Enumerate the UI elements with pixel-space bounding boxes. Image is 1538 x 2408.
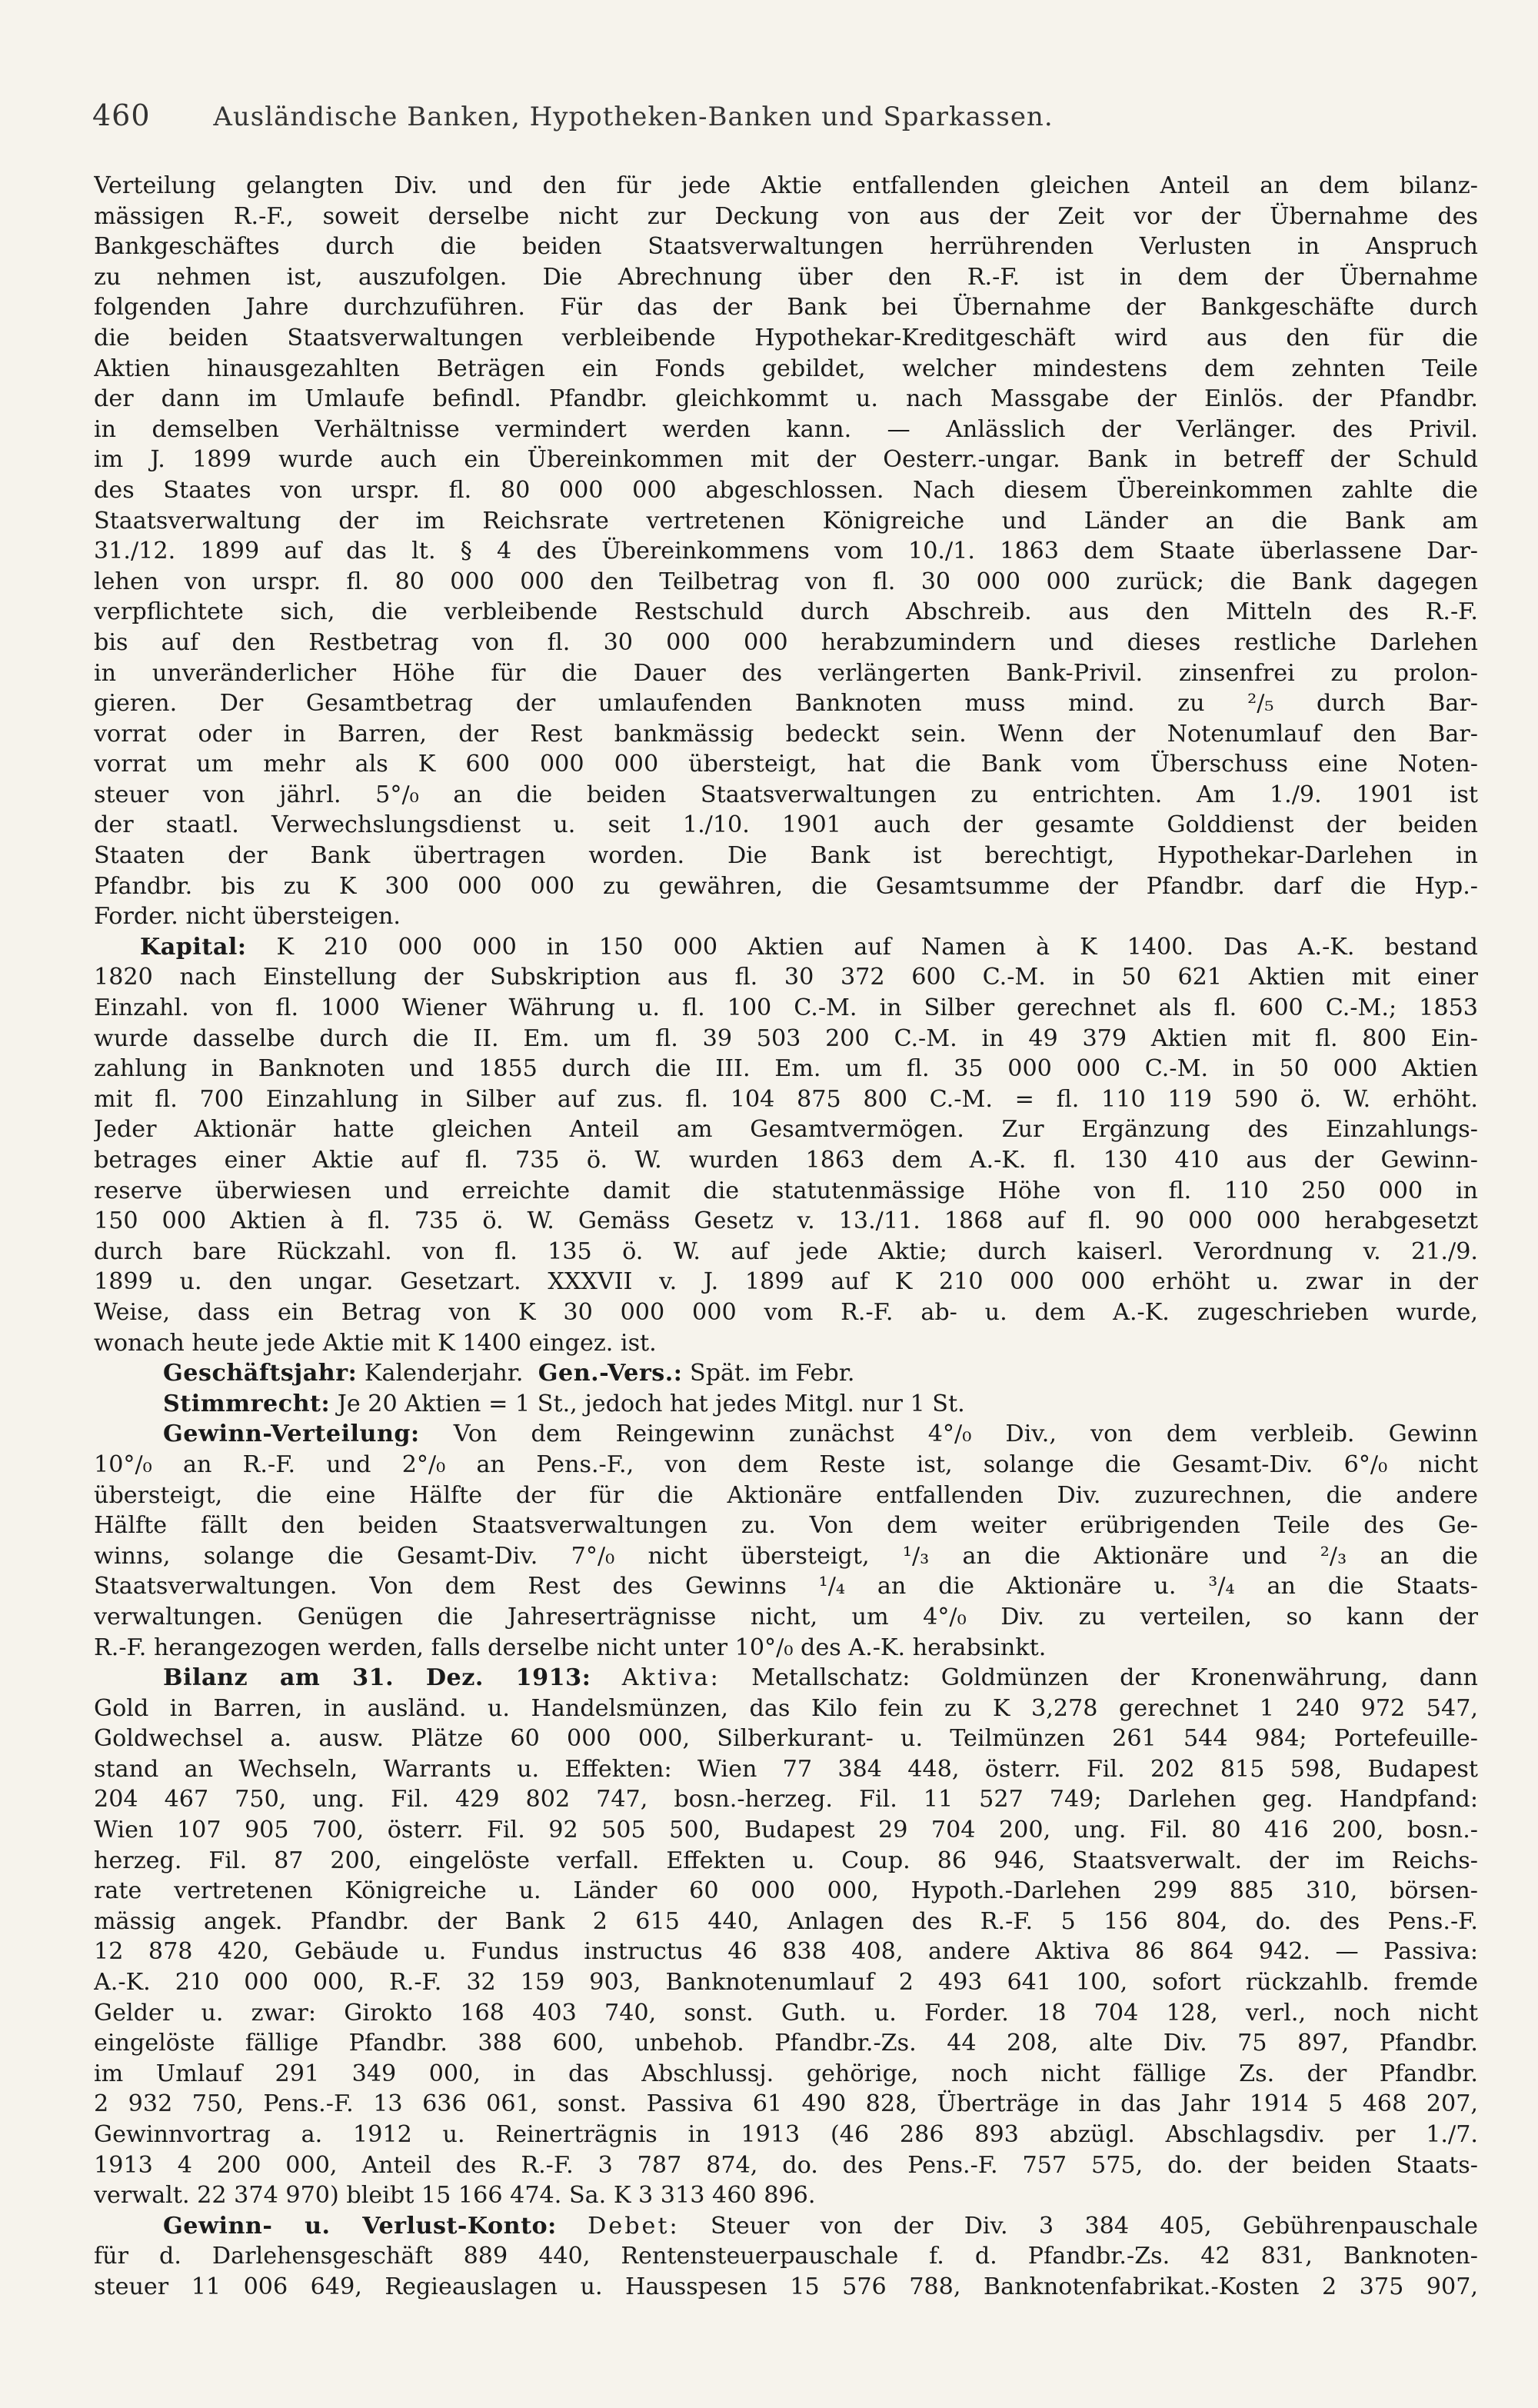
geschaeftsjahr-value: Kalenderjahr. [364, 1360, 524, 1387]
section-kapital [94, 932, 1478, 1358]
text-line: Aktien hinausgezahlten Beträgen ein Fonds gebildet, welcher mindestens dem zehnten Teile [94, 355, 1478, 382]
aktiva-label: Aktiva: [621, 1664, 721, 1692]
text-line: 204 467 750, ung. Fil. 429 802 747, bosn.-herzeg. Fil. 11 527 749; Darlehen geg. Handpfand: [94, 1786, 1478, 1813]
text-line: wurde dasselbe durch die II. Em. um fl. 39 503 200 C.-M. in 49 379 Aktien mit fl. 800 Ein- [94, 1024, 1478, 1052]
text-line: Verteilung gelangten Div. und den für jede Aktie entfallenden gleichen Anteil an dem bilanz- [94, 172, 1478, 199]
text-line: durch bare Rückzahl. von fl. 135 ö. W. auf jede Aktie; durch kaiserl. Verordnung v. 21./9. [94, 1237, 1478, 1265]
text-line: herzeg. Fil. 87 200, eingelöste verfall. Effekten u. Coup. 86 946, Staatsverwalt. der im Reichs- [94, 1847, 1478, 1874]
section-bilanz [94, 1663, 1478, 2211]
text-line: bis auf den Restbetrag von fl. 30 000 000 herabzumindern und dieses restliche Darlehen [94, 628, 1478, 656]
section-label-geschaeftsjahr: Geschäftsjahr: [163, 1360, 358, 1387]
section-gewinn-verteilung [94, 1419, 1478, 1663]
text-line: zu nehmen ist, auszufolgen. Die Abrechnung über den R.-F. ist in dem der Übernahme [94, 263, 1478, 291]
text-line: der dann im Umlaufe befindl. Pfandbr. gleichkommt u. nach Massgabe der Einlös. der Pfandbr. [94, 385, 1478, 413]
text-line: winns, solange die Gesamt-Div. 7°/₀ nicht übersteigt, ¹/₃ an die Aktionäre und ²/₃ an die [94, 1542, 1478, 1570]
text-line: vorrat um mehr als K 600 000 000 übersteigt, hat die Bank vom Überschuss eine Noten- [94, 751, 1478, 778]
section-label-gewinn-verteilung: Gewinn-Verteilung: [163, 1420, 420, 1448]
text-line: mässig angek. Pfandbr. der Bank 2 615 440, Anlagen des R.-F. 5 156 804, do. des Pens.-F. [94, 1907, 1478, 1935]
text-line: im J. 1899 wurde auch ein Übereinkommen mit der Oesterr.-ungar. Bank in betreff der Schuld [94, 446, 1478, 474]
text-line: Jeder Aktionär hatte gleichen Anteil am Gesamtvermögen. Zur Ergänzung des Einzahlungs- [94, 1116, 1478, 1144]
text-line: rate vertretenen Königreiche u. Länder 60 000 000, Hypoth.-Darlehen 299 885 310, börsen- [94, 1877, 1478, 1905]
text-line: übersteigt, die eine Hälfte der für die Aktionäre entfallenden Div. zuzurechnen, die andere [94, 1481, 1478, 1509]
text-line: R.-F. herangezogen werden, falls derselbe nicht unter 10°/₀ des A.-K. herabsinkt. [94, 1634, 1047, 1661]
debet-label: Debet: [588, 2212, 680, 2240]
text-line: 10°/₀ an R.-F. und 2°/₀ an Pens.-F., von dem Reste ist, solange die Gesamt-Div. 6°/₀ nicht [94, 1450, 1478, 1478]
section-label-stimmrecht: Stimmrecht: [163, 1390, 331, 1417]
text-line: Wien 107 905 700, österr. Fil. 92 505 500, Budapest 29 704 200, ung. Fil. 80 416 200, bosn.- [94, 1817, 1478, 1844]
text-line: steuer 11 006 649, Regieauslagen u. Hausspesen 15 576 788, Banknotenfabrikat.-Kosten 2 375 907, [94, 2273, 1478, 2300]
text-line: des Staates von urspr. fl. 80 000 000 abgeschlossen. Nach diesem Übereinkommen zahlte die [94, 476, 1478, 504]
section-gewinn-verlust-konto [94, 2211, 1478, 2303]
text-line: reserve überwiesen und erreichte damit die statutenmässige Höhe von fl. 110 250 000 in [94, 1177, 1478, 1204]
text-line: in unveränderlicher Höhe für die Dauer des verlängerten Bank-Privil. zinsenfrei zu prolon- [94, 659, 1478, 687]
text-line: Staaten der Bank übertragen worden. Die Bank ist berechtigt, Hypothekar-Darlehen in [94, 842, 1478, 870]
text-line: 31./12. 1899 auf das lt. § 4 des Übereinkommens vom 10./1. 1863 dem Staate überlassene Dar- [94, 538, 1478, 565]
section-stimmrecht [94, 1389, 1478, 1420]
text-line: Metallschatz: Goldmünzen der Kronenwährung, dann [751, 1664, 1478, 1692]
page-number: 460 [92, 98, 151, 132]
section-geschaeftsjahr [94, 1358, 1478, 1389]
text-line: mit fl. 700 Einzahlung in Silber auf zus. fl. 104 875 800 C.-M. = fl. 110 119 590 ö. W. erhöht. [94, 1085, 1478, 1113]
text-line: der staatl. Verwechslungsdienst u. seit 1./10. 1901 auch der gesamte Golddienst der beiden [94, 811, 1478, 839]
text-line: Gold in Barren, in ausländ. u. Handelsmünzen, das Kilo fein zu K 3,278 gerechnet 1 240 972 547, [94, 1694, 1478, 1722]
text-line: im Umlauf 291 349 000, in das Abschlussj. gehörige, noch nicht fällige Zs. der Pfandbr. [94, 2060, 1478, 2087]
text-line: Hälfte fällt den beiden Staatsverwaltungen zu. Von dem weiter erübrigenden Teile des Ge- [94, 1512, 1478, 1540]
text-line: 1899 u. den ungar. Gesetzart. XXXVII v. J. 1899 auf K 210 000 000 erhöht u. zwar in der [94, 1268, 1478, 1296]
page-header [92, 98, 1461, 132]
page-body [94, 171, 1478, 2303]
section-label-bilanz: Bilanz am 31. Dez. 1913: [163, 1664, 591, 1692]
text-line: Gewinnvortrag a. 1912 u. Reinerträgnis in 1913 (46 286 893 abzügl. Abschlagsdiv. per 1./7. [94, 2121, 1478, 2148]
gen-vers-value: Spät. im Febr. [690, 1360, 855, 1387]
stimmrecht-value: Je 20 Aktien = 1 St., jedoch hat jedes Mitgl. nur 1 St. [337, 1390, 965, 1417]
text-line: verpflichtete sich, die verbleibende Restschuld durch Abschreib. aus den Mitteln des R.-F. [94, 598, 1478, 626]
text-line: K 210 000 000 in 150 000 Aktien auf Namen à K 1400. Das A.-K. bestand [276, 933, 1478, 961]
section-label-gen-vers: Gen.-Vers.: [538, 1360, 683, 1387]
text-line: verwaltungen. Genügen die Jahreserträgnisse nicht, um 4°/₀ Div. zu verteilen, so kann der [94, 1603, 1478, 1630]
text-line: die beiden Staatsverwaltungen verbleibende Hypothekar-Kreditgeschäft wird aus den für die [94, 324, 1478, 351]
text-line: für d. Darlehensgeschäft 889 440, Rentensteuerpauschale f. d. Pfandbr.-Zs. 42 831, Banknoten- [94, 2243, 1478, 2270]
text-line: Pfandbr. bis zu K 300 000 000 zu gewähren, die Gesamtsumme der Pfandbr. darf die Hyp.- [94, 872, 1478, 900]
text-line: verwalt. 22 374 970) bleibt 15 166 474. Sa. K 3 313 460 896. [94, 2182, 816, 2210]
text-line: 1820 nach Einstellung der Subskription aus fl. 30 372 600 C.-M. in 50 621 Aktien mit einer [94, 964, 1478, 991]
text-line: Staatsverwaltungen. Von dem Rest des Gewinns ¹/₄ an die Aktionäre u. ³/₄ an die Staats- [94, 1573, 1478, 1600]
text-line: gieren. Der Gesamtbetrag der umlaufenden Banknoten muss mind. zu ²/₅ durch Bar- [94, 690, 1478, 718]
text-line: Staatsverwaltung der im Reichsrate vertretenen Königreiche und Länder an die Bank am [94, 507, 1478, 535]
section-label-kapital: Kapital: [140, 933, 247, 961]
text-line: stand an Wechseln, Warrants u. Effekten: Wien 77 384 448, österr. Fil. 202 815 598, Budapest [94, 1755, 1478, 1783]
text-line: Steuer von der Div. 3 384 405, Gebührenpauschale [711, 2212, 1478, 2240]
text-line: mässigen R.-F., soweit derselbe nicht zur Deckung von aus der Zeit vor der Übernahme des [94, 202, 1478, 230]
text-line: steuer von jährl. 5°/₀ an die beiden Staatsverwaltungen zu entrichten. Am 1./9. 1901 ist [94, 781, 1478, 808]
text-line: betrages einer Aktie auf fl. 735 ö. W. wurden 1863 dem A.-K. fl. 130 410 aus der Gewinn- [94, 1147, 1478, 1174]
section-label-guv: Gewinn- u. Verlust-Konto: [163, 2212, 557, 2240]
text-line: 12 878 420, Gebäude u. Fundus instructus 46 838 408, andere Aktiva 86 864 942. — Passiva: [94, 1938, 1478, 1966]
running-title: Ausländische Banken, Hypotheken-Banken und Sparkassen. [213, 102, 1054, 132]
text-line: zahlung in Banknoten und 1855 durch die III. Em. um fl. 35 000 000 C.-M. in 50 000 Aktien [94, 1055, 1478, 1083]
text-line: 150 000 Aktien à fl. 735 ö. W. Gemäss Gesetz v. 13./11. 1868 auf fl. 90 000 000 herabgesetzt [94, 1207, 1478, 1235]
text-line: Goldwechsel a. ausw. Plätze 60 000 000, Silberkurant- u. Teilmünzen 261 544 984; Portefeuille- [94, 1725, 1478, 1753]
paragraph-continued [94, 171, 1478, 932]
text-line: Von dem Reingewinn zunächst 4°/₀ Div., von dem verbleib. Gewinn [453, 1420, 1478, 1448]
text-line: vorrat oder in Barren, der Rest bankmässig bedeckt sein. Wenn der Notenumlauf den Bar- [94, 720, 1478, 748]
text-line: Weise, dass ein Betrag von K 30 000 000 vom R.-F. ab- u. dem A.-K. zugeschrieben wurde, [94, 1298, 1478, 1326]
text-line: Forder. nicht übersteigen. [94, 903, 401, 931]
text-line: in demselben Verhältnisse vermindert werden kann. — Anlässlich der Verlänger. des Privil. [94, 415, 1478, 443]
text-line: eingelöste fällige Pfandbr. 388 600, unbehob. Pfandbr.-Zs. 44 208, alte Div. 75 897, Pfandbr. [94, 2030, 1478, 2057]
text-line: folgenden Jahre durchzuführen. Für das der Bank bei Übernahme der Bankgeschäfte durch [94, 294, 1478, 321]
text-line: 2 932 750, Pens.-F. 13 636 061, sonst. Passiva 61 490 828, Überträge in das Jahr 1914 5 468 207, [94, 2090, 1478, 2118]
text-line: wonach heute jede Aktie mit K 1400 eingez. ist. [94, 1329, 657, 1357]
text-line: 1913 4 200 000, Anteil des R.-F. 3 787 874, do. des Pens.-F. 757 575, do. der beiden Staats- [94, 2151, 1478, 2179]
text-line: Einzahl. von fl. 1000 Wiener Währung u. fl. 100 C.-M. in Silber gerechnet als fl. 600 C.-M.; 1853 [94, 994, 1478, 1022]
text-line: Bankgeschäftes durch die beiden Staatsverwaltungen herrührenden Verlusten in Anspruch [94, 233, 1478, 261]
text-line: Gelder u. zwar: Girokto 168 403 740, sonst. Guth. u. Forder. 18 704 128, verl., noch nicht [94, 1999, 1478, 2027]
text-line: lehen von urspr. fl. 80 000 000 den Teilbetrag von fl. 30 000 000 zurück; die Bank dagegen [94, 568, 1478, 595]
text-line: A.-K. 210 000 000, R.-F. 32 159 903, Banknotenumlauf 2 493 641 100, sofort rückzahlb. fremde [94, 1969, 1478, 1997]
